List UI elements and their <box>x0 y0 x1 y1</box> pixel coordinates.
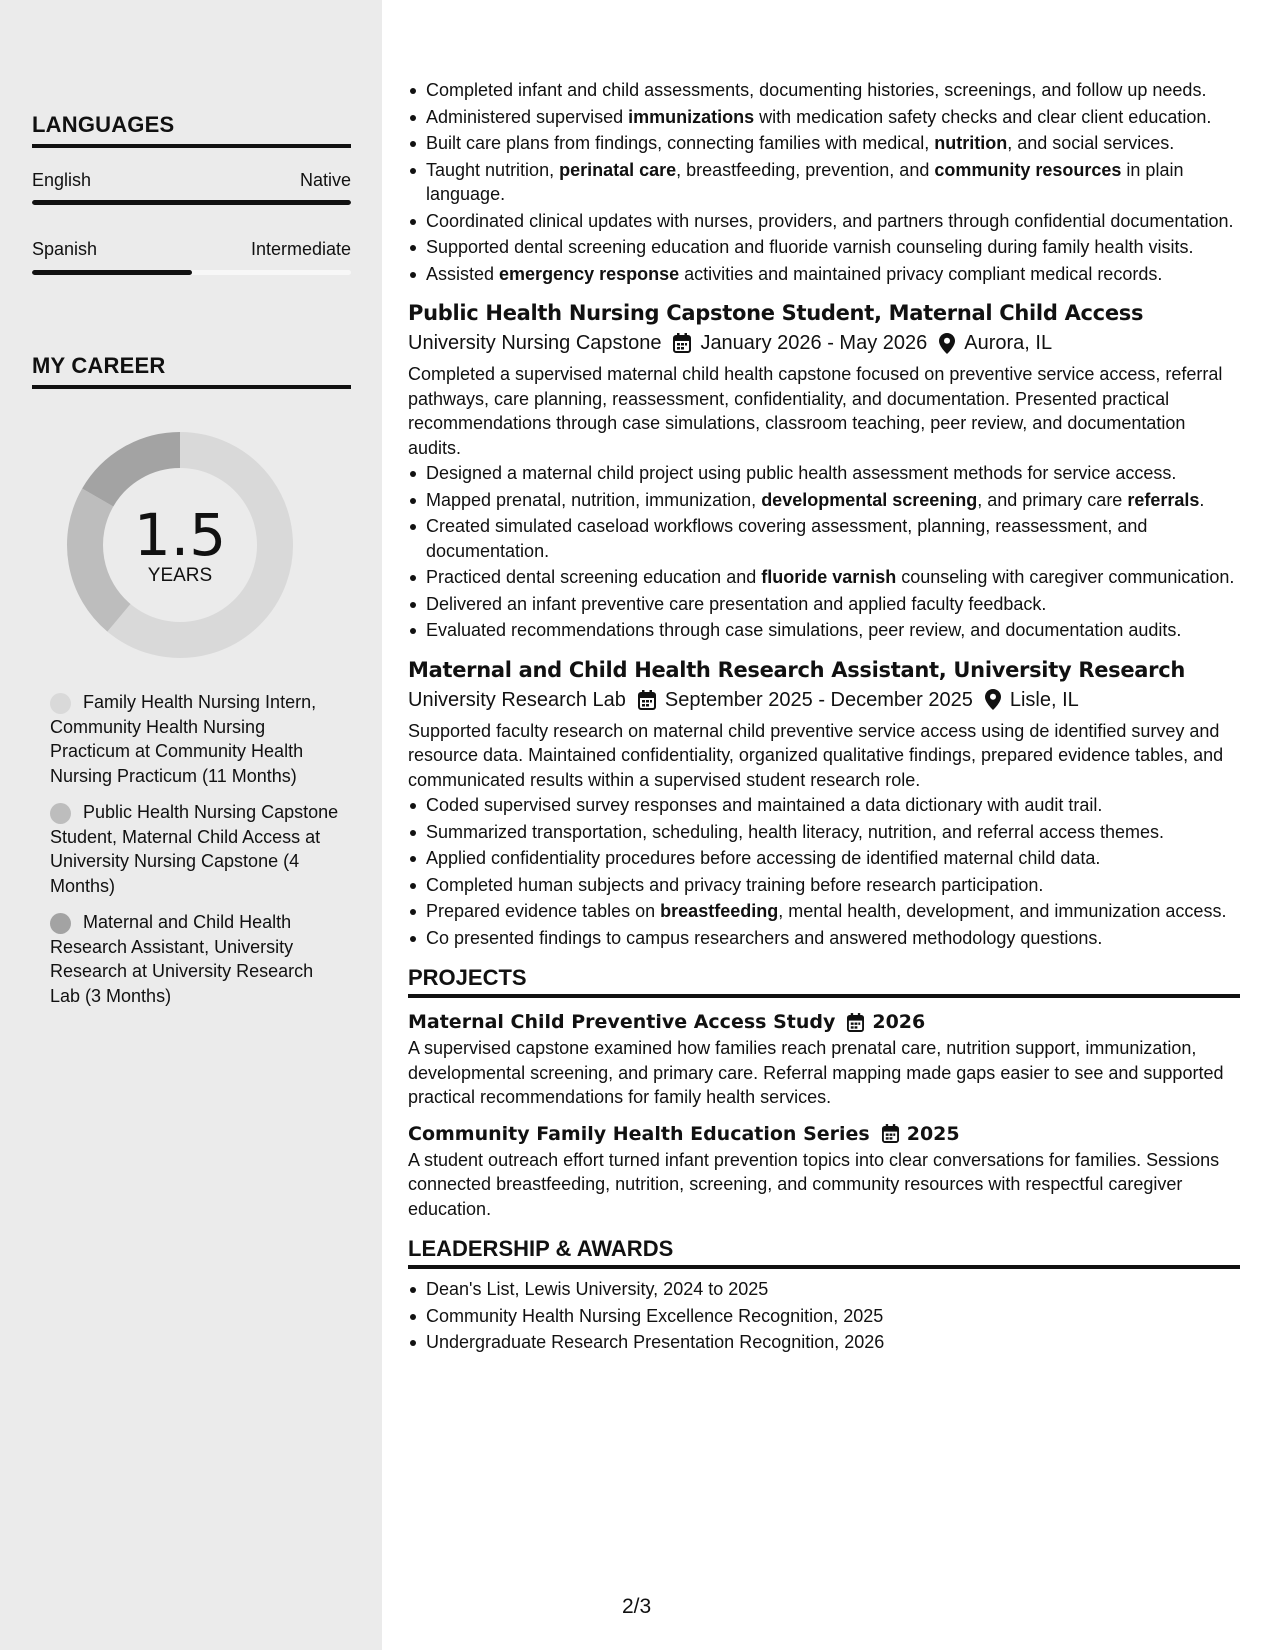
list-item: Dean's List, Lewis University, 2024 to 2025 <box>408 1277 1240 1302</box>
bullet-text: Administered supervised <box>426 106 629 127</box>
bullet-text: Practiced dental screening education and <box>426 567 762 587</box>
language-name: English <box>32 170 92 190</box>
bullet-text: , and social services. <box>1007 133 1175 153</box>
bullet-text: Applied confidentiality procedures before accessing de identified maternal child data. <box>426 848 1101 868</box>
bullet-text: Summarized transportation, scheduling, health literacy, nutrition, and referral access themes. <box>426 821 1165 842</box>
list-item <box>408 820 1240 845</box>
bullet-text: Taught nutrition, <box>426 159 560 180</box>
list-item: Community Health Nursing Excellence Recognition, 2025 <box>408 1304 1240 1329</box>
bullet-keyword: perinatal care <box>559 159 677 180</box>
job-bullets <box>408 793 1240 950</box>
prev-job-bullets <box>408 78 1240 286</box>
projects-section <box>408 964 1240 1221</box>
career-heading: MY CAREER <box>32 353 351 389</box>
job-title: Public Health Nursing Capstone Student, Maternal Child Access <box>408 301 1144 325</box>
career-total-value: 1.5 <box>133 501 227 569</box>
sidebar <box>0 0 382 1650</box>
bullet-keyword: emergency response <box>499 263 680 284</box>
job-dates: September 2025 - December 2025 <box>664 688 973 711</box>
bullet-text: Co presented findings to campus researchers and answered methodology questions. <box>426 927 1103 948</box>
leadership-list <box>408 1277 1240 1355</box>
map-pin-icon <box>985 689 1001 710</box>
list-item <box>408 461 1240 486</box>
bullet-keyword: community resources <box>934 159 1122 180</box>
calendar-icon <box>638 690 656 710</box>
project-title: Community Family Health Education Series <box>408 1122 870 1145</box>
calendar-icon <box>847 1013 864 1032</box>
calendar-icon <box>882 1124 899 1143</box>
list-item <box>408 105 1240 130</box>
calendar-icon <box>673 333 691 353</box>
bullet-keyword: breastfeeding <box>660 901 779 921</box>
language-bar-fill <box>32 200 351 205</box>
bullet-text: Assisted <box>426 263 500 284</box>
list-item <box>408 262 1240 287</box>
job-meta <box>408 685 1240 715</box>
legend-dot-icon <box>50 693 71 714</box>
language-row-spanish <box>32 239 351 263</box>
list-item <box>408 793 1240 818</box>
bullet-text: . <box>1199 489 1205 510</box>
bullet-keyword: nutrition <box>934 133 1008 153</box>
list-item <box>408 592 1240 617</box>
project-year: 2026 <box>872 1011 926 1033</box>
job-title: Maternal and Child Health Research Assistant, University Research <box>408 657 1186 682</box>
language-row-english <box>32 170 351 194</box>
language-level: Native <box>299 170 351 190</box>
page-number: 2/3 <box>622 1595 652 1618</box>
list-item <box>408 514 1240 563</box>
language-bar-fill <box>32 270 192 275</box>
bullet-keyword: immunizations <box>628 106 755 127</box>
bullet-text: counseling with caregiver communication. <box>896 567 1235 587</box>
list-item <box>408 488 1240 513</box>
bullet-text: Coded supervised survey responses and maintained a data dictionary with audit trail. <box>426 795 1103 815</box>
job-summary: Completed a supervised maternal child health capstone focused on preventive service access, referral pathways, care planning, reassessment, confidentiality, and documentation. Presented practical recommendations through case simulations, classroom teaching, peer review, and documentation audits. <box>408 364 1223 458</box>
bullet-text: Completed human subjects and privacy training before research participation. <box>426 874 1044 895</box>
bullet-text: , mental health, development, and immunization access. <box>778 901 1227 921</box>
bullet-keyword: referrals <box>1127 489 1200 510</box>
list-item: Undergraduate Research Presentation Recognition, 2026 <box>408 1330 1240 1355</box>
bullet-keyword: developmental screening <box>761 489 978 510</box>
language-name: Spanish <box>32 239 98 259</box>
legend-dot-icon <box>50 803 71 824</box>
bullet-text: Delivered an infant preventive care presentation and applied faculty feedback. <box>426 593 1047 614</box>
bullet-text: Coordinated clinical updates with nurses, providers, and partners through confidential documentation. <box>426 210 1234 231</box>
project-title-row <box>408 1008 1240 1036</box>
list-item <box>408 209 1240 234</box>
legend-dot-icon <box>50 913 71 934</box>
list-item <box>408 235 1240 260</box>
language-bar-spanish <box>32 270 351 275</box>
job-organization: University Nursing Capstone <box>408 332 662 354</box>
project-title-row <box>408 1120 1240 1148</box>
list-item <box>408 899 1240 924</box>
bullet-text: Prepared evidence tables on <box>426 901 661 921</box>
job-location: Lisle, IL <box>1009 688 1079 711</box>
experience-entry <box>408 655 1240 951</box>
job-summary: Supported faculty research on maternal child preventive service access using de identified survey and resource data. Maintained confidentiality, organized qualitative findings, prepared evidence tables, and communicated results within a supervised student research role. <box>408 720 1224 790</box>
career-legend-text: Public Health Nursing Capstone Student, Maternal Child Access at University Nursing Capstone (4 Months) <box>50 802 339 896</box>
languages-heading: LANGUAGES <box>32 112 351 148</box>
list-item <box>408 565 1240 590</box>
list-item <box>408 873 1240 898</box>
main-column <box>408 78 1240 1357</box>
bullet-text: Designed a maternal child project using public health assessment methods for service access. <box>426 463 1177 483</box>
list-item <box>408 618 1240 643</box>
list-item <box>408 846 1240 871</box>
list-item <box>408 131 1240 156</box>
project-description: A student outreach effort turned infant prevention topics into clear conversations for families. Sessions connected breastfeeding, nutrition, screening, and community resources with respectful caregiver education. <box>408 1149 1220 1219</box>
career-legend-text: Family Health Nursing Intern, Community Health Nursing Practicum at Community Health Nursing Practicum (11 Months) <box>50 692 317 786</box>
project-title: Maternal Child Preventive Access Study <box>408 1011 836 1033</box>
job-location: Aurora, IL <box>964 332 1053 354</box>
career-legend-item <box>50 800 340 898</box>
career-total-unit: YEARS <box>147 565 213 586</box>
job-meta <box>408 328 1240 358</box>
list-item <box>408 926 1240 951</box>
leadership-section <box>408 1235 1240 1355</box>
bullet-keyword: fluoride varnish <box>761 567 897 587</box>
career-legend-item <box>50 690 340 788</box>
bullet-text: Mapped prenatal, nutrition, immunization, <box>426 489 762 510</box>
career-legend <box>50 690 340 1020</box>
bullet-text: Supported dental screening education and fluoride varnish counseling during family health visits. <box>426 237 1194 257</box>
bullet-text: with medication safety checks and clear client education. <box>754 106 1212 127</box>
bullet-text: activities and maintained privacy compliant medical records. <box>679 263 1163 284</box>
bullet-text: , and primary care <box>977 489 1128 510</box>
career-legend-item <box>50 910 340 1008</box>
project-year: 2025 <box>906 1122 960 1145</box>
bullet-text: Created simulated caseload workflows covering assessment, planning, reassessment, and documentation. <box>426 516 1148 561</box>
experience-entry <box>408 298 1240 643</box>
bullet-text: , breastfeeding, prevention, and <box>676 159 935 180</box>
language-level: Intermediate <box>250 239 351 259</box>
project-description: A supervised capstone examined how families reach prenatal care, nutrition support, immunization, developmental screening, and primary care. Referral mapping made gaps easier to see and supported practical recommendations for family health services. <box>408 1038 1224 1107</box>
career-donut-chart <box>64 429 296 661</box>
language-bar-english <box>32 200 351 205</box>
list-item <box>408 78 1240 103</box>
map-pin-icon <box>939 333 955 354</box>
bullet-text: Completed infant and child assessments, documenting histories, screenings, and follow up needs. <box>426 80 1207 100</box>
job-dates: January 2026 - May 2026 <box>700 332 928 354</box>
donut-slice-3 <box>98 450 180 498</box>
leadership-heading: LEADERSHIP & AWARDS <box>408 1235 1240 1269</box>
list-item <box>408 158 1240 207</box>
projects-heading: PROJECTS <box>408 964 1240 998</box>
bullet-text: Evaluated recommendations through case simulations, peer review, and documentation audits. <box>426 620 1182 640</box>
bullet-text: Built care plans from findings, connecting families with medical, <box>426 133 935 153</box>
job-bullets <box>408 461 1240 643</box>
job-organization: University Research Lab <box>408 688 626 711</box>
career-legend-text: Maternal and Child Health Research Assistant, University Research at University Research Lab (3 Months) <box>50 912 314 1006</box>
bullet-text: in plain language. <box>426 159 1184 204</box>
